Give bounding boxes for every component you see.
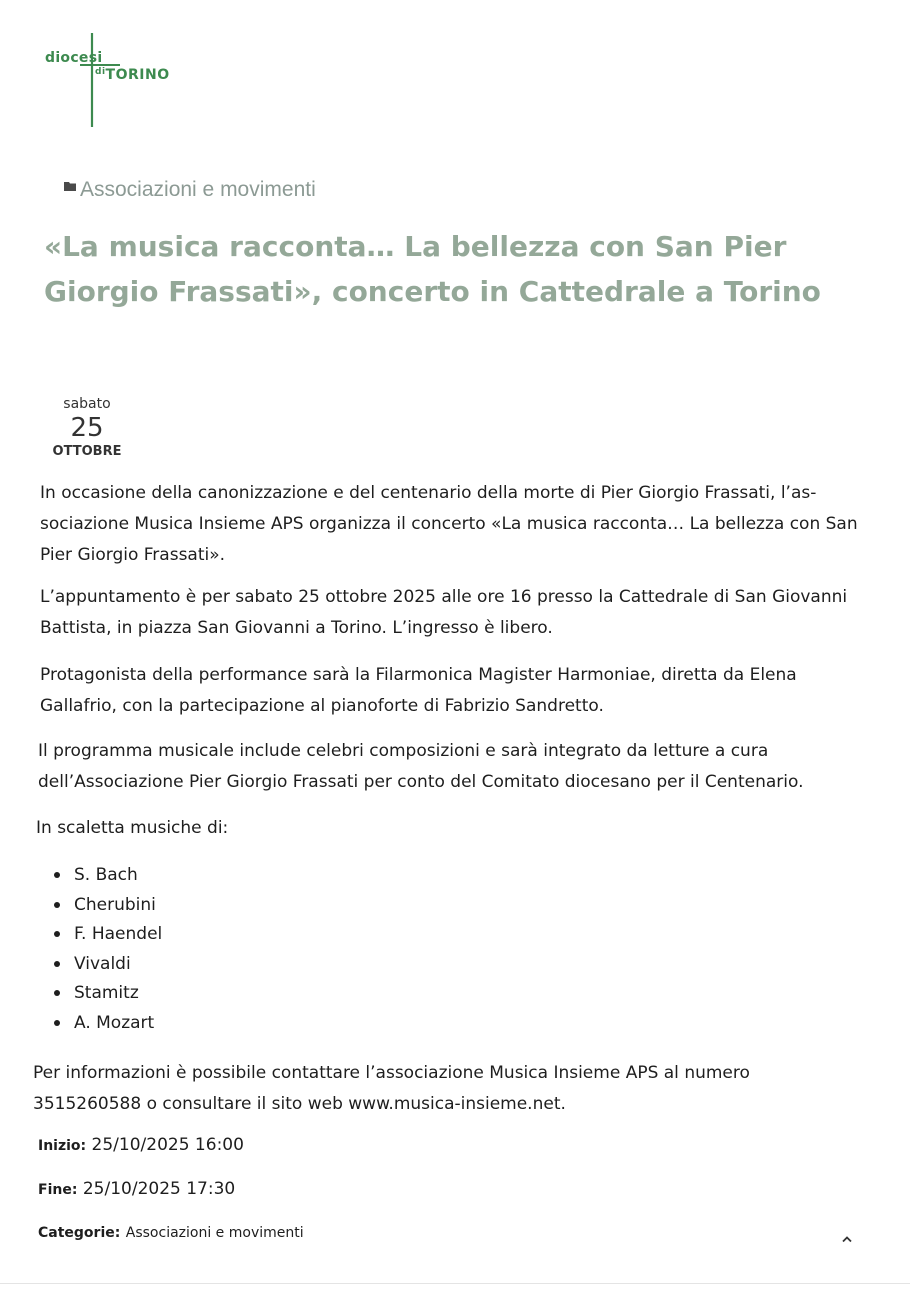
- date-weekday: sabato: [63, 396, 111, 412]
- logo-text-di: di: [95, 67, 106, 77]
- categories-link[interactable]: Associazioni e movimenti: [125, 1225, 304, 1241]
- date-day: 25: [70, 413, 104, 443]
- paragraph-appointment: L’appuntamento è per sabato 25 ottobre 2025 alle ore 16 presso la Cattedrale di San Giovanni Battista, in piazza San Giovanni a Torino. L’ingresso è libero.: [40, 587, 848, 638]
- scroll-to-top-button[interactable]: [836, 1228, 858, 1250]
- contact-info: Per informazioni è possibile contattare l’associazione Musica Insieme APS al numero 3515260588 o consultare il sito web www.musica-insieme.net.: [33, 1063, 750, 1114]
- composer-name: Vivaldi: [74, 953, 131, 974]
- bullet-icon: [54, 931, 60, 937]
- event-categories: [38, 1222, 304, 1242]
- logo-text-torino: [95, 67, 170, 83]
- event-date: [50, 396, 124, 459]
- end-label: Fine:: [38, 1182, 78, 1198]
- bullet-icon: [54, 902, 60, 908]
- paragraph-setlist-intro: In scaletta musiche di:: [36, 818, 229, 838]
- composer-name: Cherubini: [74, 894, 156, 915]
- paragraph-program: Il programma musicale include celebri composizioni e sarà integrato da letture a cura dell’Associazione Pier Giorgio Frassati per conto del Comitato diocesano per il Centenario.: [38, 741, 804, 792]
- categories-label: Categorie:: [38, 1225, 121, 1241]
- category-breadcrumb[interactable]: [64, 178, 316, 202]
- folder-icon: [64, 182, 77, 191]
- paragraph-intro: In occasione della canonizzazione e del centenario della morte di Pier Giorgio Frassati, l’associazione Musica Insieme APS organizza il concerto «La musica racconta… La bellezza con San Pier Giorgio Frassati».: [40, 483, 858, 565]
- list-item: [52, 980, 162, 1010]
- date-month: OTTOBRE: [52, 444, 122, 459]
- divider: [0, 1283, 910, 1284]
- bullet-icon: [54, 990, 60, 996]
- paragraph-performers: Protagonista della performance sarà la Filarmonica Magister Harmoniae, diretta da Elena Gallafrio, con la partecipazione al pianoforte di Fabrizio Sandretto.: [40, 665, 797, 716]
- composer-name: A. Mozart: [74, 1012, 155, 1033]
- event-start: [38, 1135, 244, 1155]
- page-title: «La musica racconta… La bellezza con San Pier Giorgio Frassati», concerto in Cattedrale a Torino: [44, 230, 821, 308]
- list-item: [52, 1010, 162, 1040]
- bullet-icon: [54, 1020, 60, 1026]
- composer-name: F. Haendel: [74, 924, 163, 944]
- composer-list: [52, 862, 162, 1039]
- list-item: [52, 862, 162, 892]
- category-label: Associazioni e movimenti: [80, 178, 316, 201]
- start-value: 25/10/2025 16:00: [91, 1135, 244, 1155]
- composer-name: S. Bach: [74, 865, 138, 885]
- diocese-logo[interactable]: [40, 30, 180, 130]
- event-end: [38, 1179, 235, 1199]
- start-label: Inizio:: [38, 1138, 87, 1154]
- list-item: [52, 892, 162, 922]
- list-item: [52, 951, 162, 981]
- chevron-up-icon: [841, 1235, 853, 1243]
- list-item: [52, 921, 162, 951]
- logo-text-diocesi: diocesi: [45, 50, 103, 66]
- composer-name: Stamitz: [74, 983, 139, 1003]
- logo-text-torino-main: TORINO: [105, 67, 170, 83]
- bullet-icon: [54, 961, 60, 967]
- end-value: 25/10/2025 17:30: [82, 1179, 236, 1199]
- bullet-icon: [54, 872, 60, 878]
